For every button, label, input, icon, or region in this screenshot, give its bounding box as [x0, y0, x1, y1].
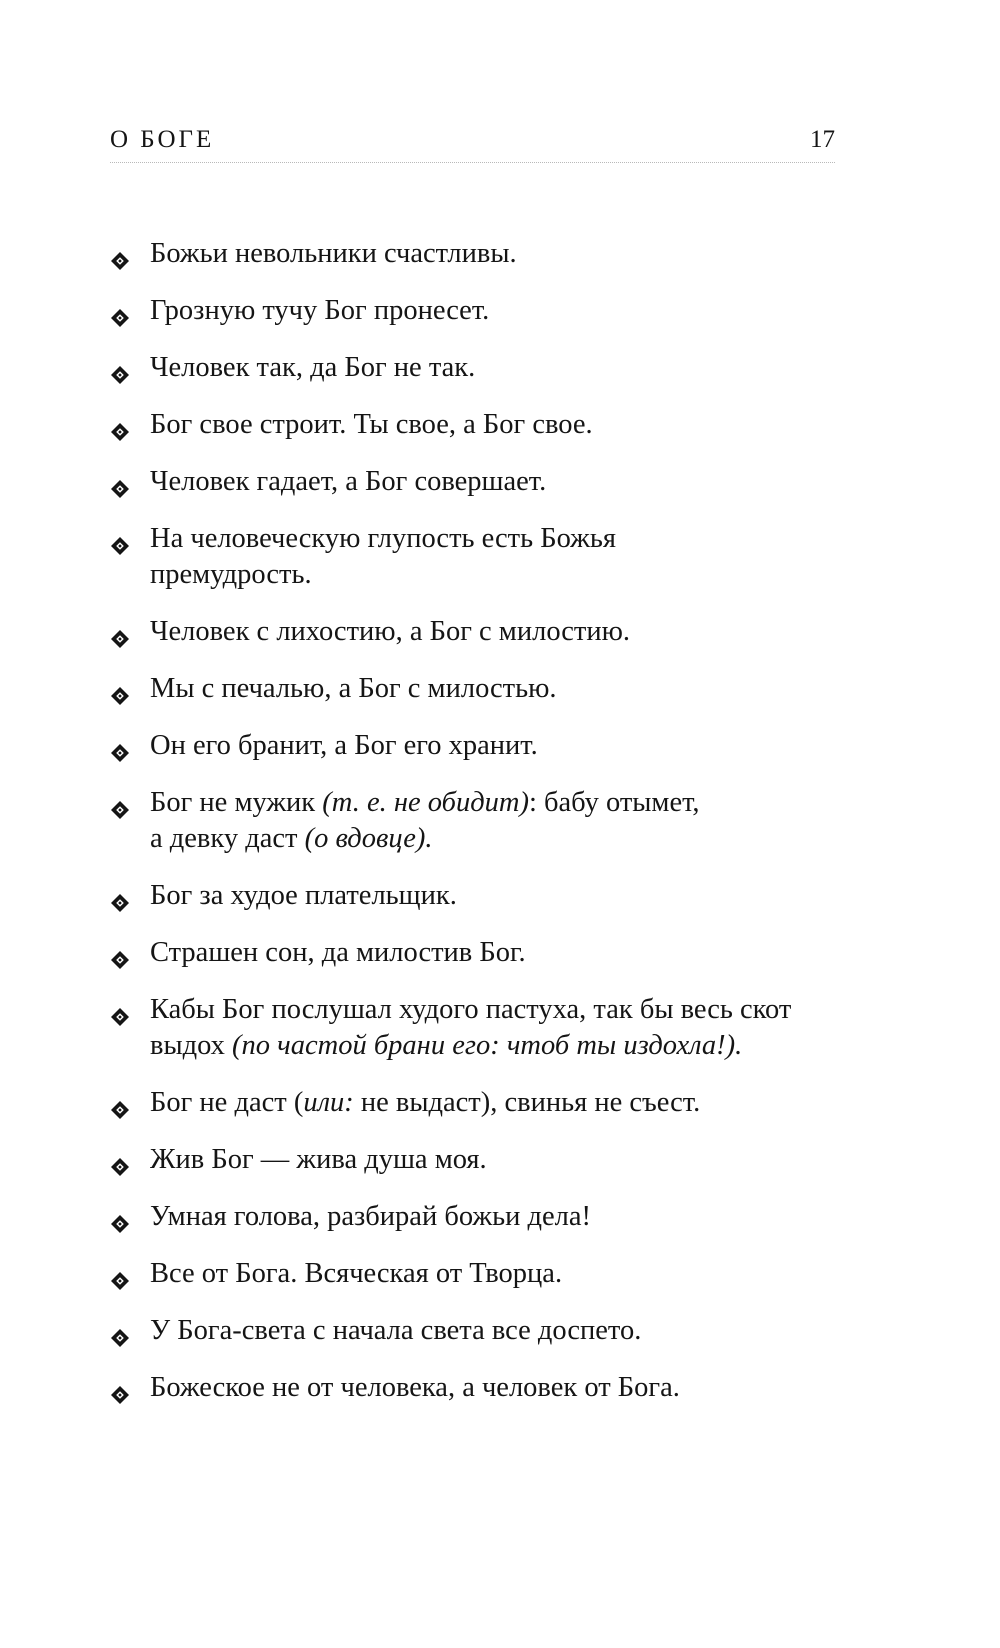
- proverb-fragment: У Бога-света с начала света все доспето.: [150, 1315, 642, 1346]
- proverb-fragment: премудрость.: [150, 559, 312, 590]
- proverb-fragment: Страшен сон, да милостив Бог.: [150, 937, 526, 968]
- proverb-text: [150, 521, 850, 593]
- proverb-line: [150, 407, 850, 443]
- proverb-text: [150, 614, 850, 650]
- proverb-fragment: : бабу отымет,: [528, 787, 700, 818]
- proverb-fragment: Жив Бог — жива душа моя.: [150, 1144, 487, 1175]
- proverb-fragment: На человеческую глупость есть Божья: [150, 523, 616, 554]
- proverb-line: [150, 1256, 850, 1292]
- proverb-fragment: Человек гадает, а Бог совершает.: [150, 466, 547, 497]
- proverb-line: [150, 293, 850, 329]
- proverb-line: [150, 1142, 850, 1178]
- proverb-line: [150, 557, 850, 593]
- diamond-bullet-icon: [110, 302, 130, 322]
- proverb-text: [150, 878, 850, 914]
- proverb-text: [150, 1085, 850, 1121]
- diamond-bullet-icon: [110, 1001, 130, 1021]
- diamond-bullet-icon: [110, 473, 130, 493]
- proverb-fragment: Божеское не от человека, а человек от Бога.: [150, 1372, 680, 1403]
- diamond-bullet-icon: [110, 737, 130, 757]
- proverb-fragment: выдох: [150, 1030, 233, 1061]
- proverb-fragment: Божьи невольники счастливы.: [150, 238, 517, 269]
- diamond-bullet-icon: [110, 1094, 130, 1114]
- proverb-line: [150, 1199, 850, 1235]
- diamond-bullet-icon: [110, 245, 130, 265]
- proverb-text: [150, 293, 850, 329]
- proverb-line: [150, 671, 850, 707]
- proverb-gloss: (о вдовце).: [304, 823, 433, 854]
- proverb-fragment: Бог за худое плательщик.: [150, 880, 457, 911]
- diamond-bullet-icon: [110, 944, 130, 964]
- proverb-line: [150, 521, 850, 557]
- diamond-bullet-icon: [110, 416, 130, 436]
- proverb-fragment: а девку даст: [150, 823, 305, 854]
- diamond-bullet-icon: [110, 1208, 130, 1228]
- section-title: О БОГЕ: [110, 126, 215, 153]
- diamond-bullet-icon: [110, 530, 130, 550]
- diamond-bullet-icon: [110, 359, 130, 379]
- proverb-line: [150, 350, 850, 386]
- header-rule: [110, 162, 835, 163]
- proverb-text: [150, 236, 850, 272]
- proverb-line: [150, 464, 850, 500]
- proverb-line: [150, 878, 850, 914]
- diamond-bullet-icon: [110, 1265, 130, 1285]
- diamond-bullet-icon: [110, 794, 130, 814]
- proverb-text: [150, 1142, 850, 1178]
- proverb-line: [150, 935, 850, 971]
- proverb-text: [150, 1313, 850, 1349]
- diamond-bullet-icon: [110, 623, 130, 643]
- proverb-fragment: Грозную тучу Бог пронесет.: [150, 295, 490, 326]
- proverb-line: [150, 1085, 850, 1121]
- diamond-bullet-icon: [110, 1322, 130, 1342]
- proverb-line: [150, 821, 850, 857]
- proverb-text: [150, 935, 850, 971]
- diamond-bullet-icon: [110, 680, 130, 700]
- proverb-fragment: Бог свое строит. Ты свое, а Бог свое.: [150, 409, 593, 440]
- proverb-fragment: Умная голова, разбирай божьи дела!: [150, 1201, 591, 1232]
- diamond-bullet-icon: [110, 1151, 130, 1171]
- proverb-text: [150, 350, 850, 386]
- proverb-text: [150, 407, 850, 443]
- diamond-bullet-icon: [110, 1379, 130, 1399]
- proverb-text: [150, 671, 850, 707]
- proverb-line: [150, 1028, 850, 1064]
- proverb-text: [150, 992, 850, 1064]
- proverb-line: [150, 992, 850, 1028]
- proverb-fragment: Бог не даст (: [150, 1087, 304, 1118]
- proverb-line: [150, 785, 850, 821]
- proverb-fragment: Кабы Бог послушал худого пастуха, так бы весь скот: [150, 994, 792, 1025]
- proverb-fragment: Он его бранит, а Бог его хранит.: [150, 730, 538, 761]
- running-head: [110, 120, 835, 164]
- proverb-fragment: Человек так, да Бог не так.: [150, 352, 476, 383]
- proverb-text: [150, 1370, 850, 1406]
- proverb-text: [150, 1199, 850, 1235]
- proverb-text: [150, 464, 850, 500]
- proverb-fragment: Человек с лихостию, а Бог с милостию.: [150, 616, 631, 647]
- proverb-text: [150, 1256, 850, 1292]
- proverb-line: [150, 728, 850, 764]
- proverb-line: [150, 1313, 850, 1349]
- proverb-gloss: или:: [303, 1087, 354, 1118]
- proverb-gloss: (по частой брани его: чтоб ты издохла!).: [232, 1030, 743, 1061]
- page-number: 17: [810, 126, 835, 153]
- proverb-fragment: Бог не мужик: [150, 787, 323, 818]
- proverb-line: [150, 1370, 850, 1406]
- proverb-gloss: (т. е. не обидит): [322, 787, 529, 818]
- proverb-text: [150, 785, 850, 857]
- diamond-bullet-icon: [110, 887, 130, 907]
- proverb-line: [150, 614, 850, 650]
- proverb-text: [150, 728, 850, 764]
- proverb-fragment: не выдаст), свинья не съест.: [353, 1087, 701, 1118]
- proverb-fragment: Мы с печалью, а Бог с милостью.: [150, 673, 557, 704]
- proverb-fragment: Все от Бога. Всяческая от Творца.: [150, 1258, 563, 1289]
- proverb-line: [150, 236, 850, 272]
